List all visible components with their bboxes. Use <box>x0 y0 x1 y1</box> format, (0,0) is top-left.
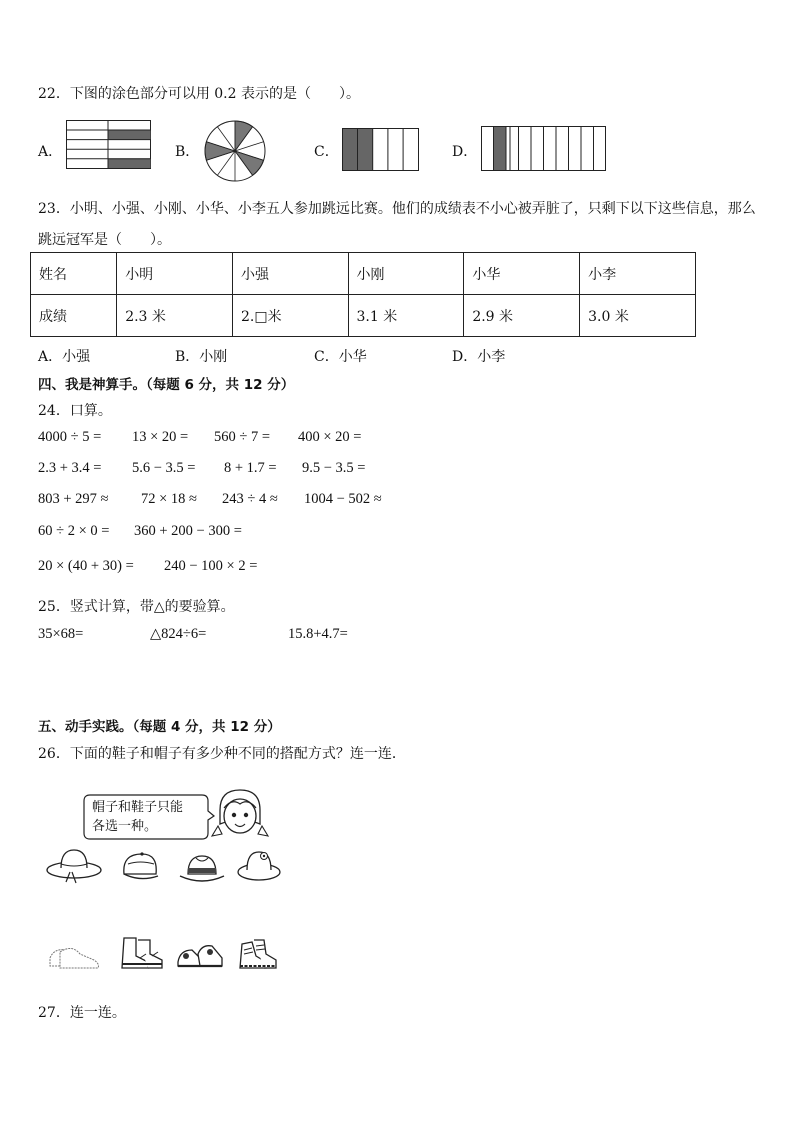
q22-option-b-label[interactable]: B． <box>175 144 200 160</box>
q22-stem: 22．下图的涂色部分可以用 0.2 表示的是（ ）。 <box>38 86 360 102</box>
shaded-cell <box>108 158 151 168</box>
sandals-icon[interactable] <box>176 938 226 972</box>
q23-option-c[interactable]: C．小华 <box>314 349 367 365</box>
vertical-calc-item: 15.8+4.7= <box>288 626 348 642</box>
wide-brim-hat-icon[interactable] <box>46 846 104 886</box>
calc-item: 4000 ÷ 5 = <box>38 429 102 445</box>
table-cell: 姓名 <box>31 253 117 295</box>
table-cell: 小刚 <box>348 253 464 295</box>
calc-item: 13 × 20 = <box>132 429 189 445</box>
section5-title: 五、动手实践。（每题 4 分，共 12 分） <box>38 719 281 735</box>
shaded-cell <box>108 130 151 140</box>
table-cell: 2.9 米 <box>464 295 580 337</box>
calc-item: 243 ÷ 4 ≈ <box>222 491 278 507</box>
q23-stem-line2: 跳远冠军是（ ）。 <box>38 232 171 248</box>
table-cell: 2.3 米 <box>117 295 233 337</box>
table-cell: 2.□米 <box>233 295 349 337</box>
cap-icon[interactable] <box>118 848 162 886</box>
table-cell: 小明 <box>117 253 233 295</box>
calc-item: 9.5 − 3.5 = <box>302 460 366 476</box>
q27-stem: 27．连一连。 <box>38 1005 126 1021</box>
table-cell: 成绩 <box>31 295 117 337</box>
boots-icon[interactable] <box>118 934 166 974</box>
calc-item: 240 − 100 × 2 = <box>164 558 258 574</box>
section4-title: 四、我是神算手。（每题 6 分，共 12 分） <box>38 377 295 393</box>
calc-item: 5.6 − 3.5 = <box>132 460 196 476</box>
q23-option-b[interactable]: B．小刚 <box>175 349 228 365</box>
q22-figure-a[interactable] <box>66 120 152 170</box>
scores-table <box>30 252 696 337</box>
calc-item: 2.3 + 3.4 = <box>38 460 102 476</box>
table-row <box>31 295 696 337</box>
q23-option-a[interactable]: A．小强 <box>38 349 91 365</box>
calc-item: 360 + 200 − 300 = <box>134 523 242 539</box>
girl-icon <box>210 786 270 846</box>
q22-figure-d[interactable] <box>481 126 607 172</box>
table-cell: 小李 <box>580 253 696 295</box>
table-cell: 3.1 米 <box>348 295 464 337</box>
calc-item: 803 + 297 ≈ <box>38 491 109 507</box>
table-cell: 小强 <box>233 253 349 295</box>
q23-option-d[interactable]: D．小李 <box>452 349 506 365</box>
vertical-calc-item: 35×68= <box>38 626 84 642</box>
bubble-line2: 各选一种。 <box>92 819 158 834</box>
calc-item: 60 ÷ 2 × 0 = <box>38 523 110 539</box>
q22-option-d-label[interactable]: D． <box>452 144 478 160</box>
q22-figure-c[interactable] <box>342 128 420 172</box>
q24-stem: 24．口算。 <box>38 403 112 419</box>
high-top-sneakers-icon[interactable] <box>236 936 280 974</box>
q23-stem-line1: 23．小明、小强、小刚、小华、小李五人参加跳远比赛。他们的成绩表不小心被弄脏了，只剩下以下这些信息，那么 <box>38 201 756 217</box>
table-header-row <box>31 253 696 295</box>
calc-item: 8 + 1.7 = <box>224 460 277 476</box>
q22-option-a-label[interactable]: A． <box>38 144 63 160</box>
sneaker-shoes-icon[interactable] <box>46 938 102 972</box>
q22-option-c-label[interactable]: C． <box>314 144 339 160</box>
flower-hat-icon[interactable] <box>236 846 282 886</box>
calc-item: 560 ÷ 7 = <box>214 429 271 445</box>
fedora-hat-icon[interactable] <box>178 850 226 886</box>
table-cell: 小华 <box>464 253 580 295</box>
q26-stem: 26．下面的鞋子和帽子有多少种不同的搭配方式？连一连． <box>38 746 406 762</box>
calc-item: 20 × (40 + 30) = <box>38 558 134 574</box>
calc-item: 72 × 18 ≈ <box>141 491 198 507</box>
calc-item: 1004 − 502 ≈ <box>304 491 382 507</box>
calc-item: 400 × 20 = <box>298 429 362 445</box>
table-cell: 3.0 米 <box>580 295 696 337</box>
q25-stem: 25．竖式计算，带△的要验算。 <box>38 599 235 615</box>
q22-figure-b[interactable] <box>204 120 266 182</box>
bubble-line1: 帽子和鞋子只能 <box>92 800 184 815</box>
vertical-calc-item: △824÷6= <box>150 626 207 642</box>
